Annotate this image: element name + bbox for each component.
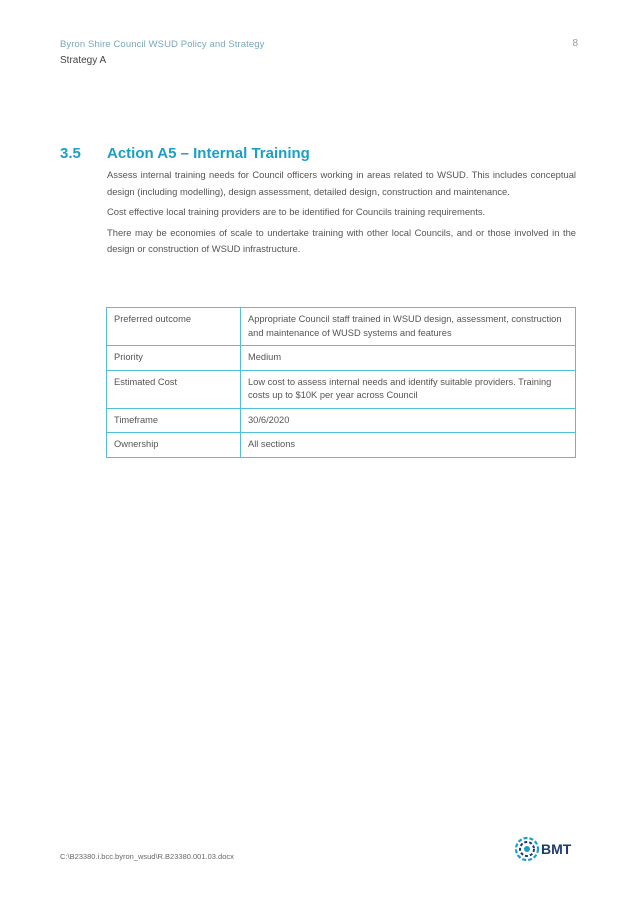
row-label: Priority [107, 346, 241, 371]
bmt-globe-icon [514, 836, 540, 862]
row-label: Preferred outcome [107, 308, 241, 346]
document-title: Byron Shire Council WSUD Policy and Strategy [60, 39, 265, 50]
table-row [107, 408, 576, 433]
row-label: Estimated Cost [107, 370, 241, 408]
section-name: Strategy A [60, 55, 107, 66]
section-title: Action A5 – Internal Training [107, 145, 310, 162]
paragraph: Cost effective local training providers are to be identified for Councils training requirements. [107, 206, 486, 217]
section-heading [60, 145, 310, 162]
paragraph: Assess internal training needs for Council officers working in areas related to WSUD. This includes conceptual design (including modelling), design assessment, detailed design, construction and maintenance. [107, 169, 576, 197]
table-row [107, 346, 576, 371]
table-row [107, 308, 576, 346]
page-number: 8 [572, 38, 578, 49]
row-value: Medium [241, 346, 576, 371]
row-value: Appropriate Council staff trained in WSUD design, assessment, construction and maintenance of WUSD systems and features [241, 308, 576, 346]
logo-text: BMT [541, 841, 572, 857]
footer-file-path: C:\B23380.i.bcc.byron_wsud\R.B23380.001.03.docx [60, 852, 234, 861]
row-value: All sections [241, 433, 576, 458]
action-table [106, 307, 576, 458]
paragraph: There may be economies of scale to undertake training with other local Councils, and or those involved in the design or construction of WSUD infrastructure. [107, 226, 576, 254]
table-row [107, 370, 576, 408]
table-row [107, 433, 576, 458]
row-label: Ownership [107, 433, 241, 458]
row-label: Timeframe [107, 408, 241, 433]
bmt-logo [514, 836, 571, 862]
row-value: 30/6/2020 [241, 408, 576, 433]
row-value: Low cost to assess internal needs and identify suitable providers. Training costs up to $10K per year across Council [241, 370, 576, 408]
section-number: 3.5 [60, 145, 81, 162]
section-body [107, 167, 576, 262]
